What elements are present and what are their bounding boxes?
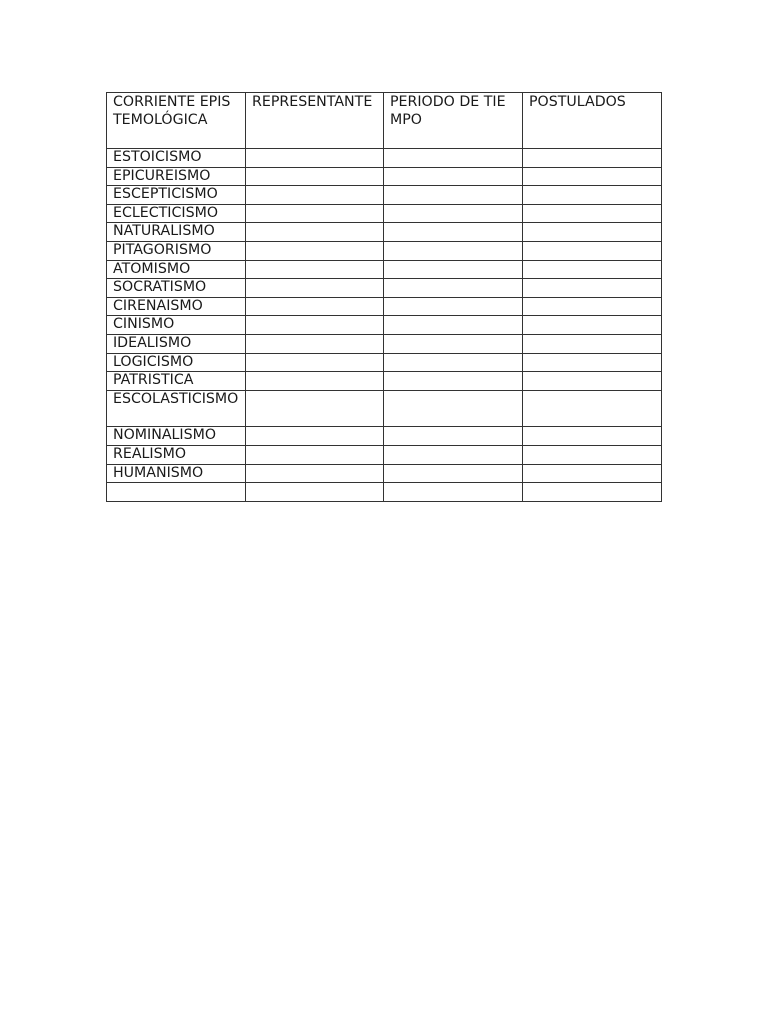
table-cell — [246, 353, 384, 372]
table-cell — [384, 241, 523, 260]
table-cell — [523, 483, 662, 502]
table-cell — [246, 186, 384, 205]
table-cell — [523, 464, 662, 483]
table-row — [107, 186, 662, 205]
table-row — [107, 390, 662, 427]
table-cell — [246, 223, 384, 242]
table-cell — [384, 167, 523, 186]
table-cell — [384, 334, 523, 353]
table-cell — [384, 445, 523, 464]
table-cell — [384, 260, 523, 279]
table-cell — [246, 297, 384, 316]
table-cell — [523, 186, 662, 205]
table-cell — [384, 390, 523, 427]
table-row — [107, 149, 662, 168]
table-cell: CIRENAISMO — [107, 297, 246, 316]
table-cell — [523, 353, 662, 372]
table-row — [107, 353, 662, 372]
table-cell: NATURALISMO — [107, 223, 246, 242]
table-row — [107, 334, 662, 353]
table-row — [107, 223, 662, 242]
table-cell — [246, 372, 384, 391]
table-row — [107, 316, 662, 335]
table-cell — [384, 316, 523, 335]
header-periodo: PERIODO DE TIEMPO — [384, 93, 523, 149]
table-cell: ECLECTICISMO — [107, 204, 246, 223]
table-cell — [384, 483, 523, 502]
header-representante: REPRESENTANTE — [246, 93, 384, 149]
table-row — [107, 372, 662, 391]
table-cell — [246, 241, 384, 260]
table-cell — [523, 149, 662, 168]
header-postulados: POSTULADOS — [523, 93, 662, 149]
table-row — [107, 241, 662, 260]
table-cell — [523, 390, 662, 427]
table-cell: PITAGORISMO — [107, 241, 246, 260]
table-cell — [246, 149, 384, 168]
table-cell — [523, 204, 662, 223]
table-cell — [246, 167, 384, 186]
table-cell: IDEALISMO — [107, 334, 246, 353]
table-cell — [246, 427, 384, 446]
table-cell — [246, 483, 384, 502]
table-cell: REALISMO — [107, 445, 246, 464]
table-cell — [246, 390, 384, 427]
table-cell — [384, 204, 523, 223]
table-cell — [384, 223, 523, 242]
table-row — [107, 483, 662, 502]
table-cell: ESCOLASTICISMO — [107, 390, 246, 427]
table-cell — [384, 149, 523, 168]
table-cell — [523, 260, 662, 279]
table-cell: CINISMO — [107, 316, 246, 335]
table-cell: ESTOICISMO — [107, 149, 246, 168]
epistemology-table — [106, 92, 662, 502]
table-row — [107, 260, 662, 279]
table-cell: ATOMISMO — [107, 260, 246, 279]
table-cell — [384, 427, 523, 446]
table-header-row — [107, 93, 662, 149]
table-cell — [384, 372, 523, 391]
table-cell — [523, 372, 662, 391]
table-row — [107, 297, 662, 316]
table-cell — [523, 316, 662, 335]
table-cell: PATRISTICA — [107, 372, 246, 391]
table-cell — [384, 353, 523, 372]
table-cell: SOCRATISMO — [107, 279, 246, 298]
table-cell — [246, 279, 384, 298]
table-cell — [384, 464, 523, 483]
table-cell — [523, 223, 662, 242]
header-corriente: CORRIENTE EPISTEMOLÓGICA — [107, 93, 246, 149]
table-cell: LOGICISMO — [107, 353, 246, 372]
table-row — [107, 204, 662, 223]
table-cell — [384, 297, 523, 316]
table-cell — [523, 427, 662, 446]
table-cell: HUMANISMO — [107, 464, 246, 483]
table-cell — [246, 445, 384, 464]
table-cell — [107, 483, 246, 502]
table-row — [107, 167, 662, 186]
table-cell — [384, 279, 523, 298]
table-cell — [523, 167, 662, 186]
table-cell — [523, 279, 662, 298]
table-row — [107, 279, 662, 298]
table-cell: NOMINALISMO — [107, 427, 246, 446]
table-cell: ESCEPTICISMO — [107, 186, 246, 205]
table-cell — [246, 334, 384, 353]
table-cell — [384, 186, 523, 205]
table-row — [107, 427, 662, 446]
table-cell — [523, 297, 662, 316]
table-cell: EPICUREISMO — [107, 167, 246, 186]
table-cell — [246, 316, 384, 335]
table-cell — [246, 260, 384, 279]
table-row — [107, 445, 662, 464]
table-cell — [523, 334, 662, 353]
table-cell — [523, 241, 662, 260]
table-cell — [246, 204, 384, 223]
table-cell — [246, 464, 384, 483]
table-row — [107, 464, 662, 483]
table-cell — [523, 445, 662, 464]
